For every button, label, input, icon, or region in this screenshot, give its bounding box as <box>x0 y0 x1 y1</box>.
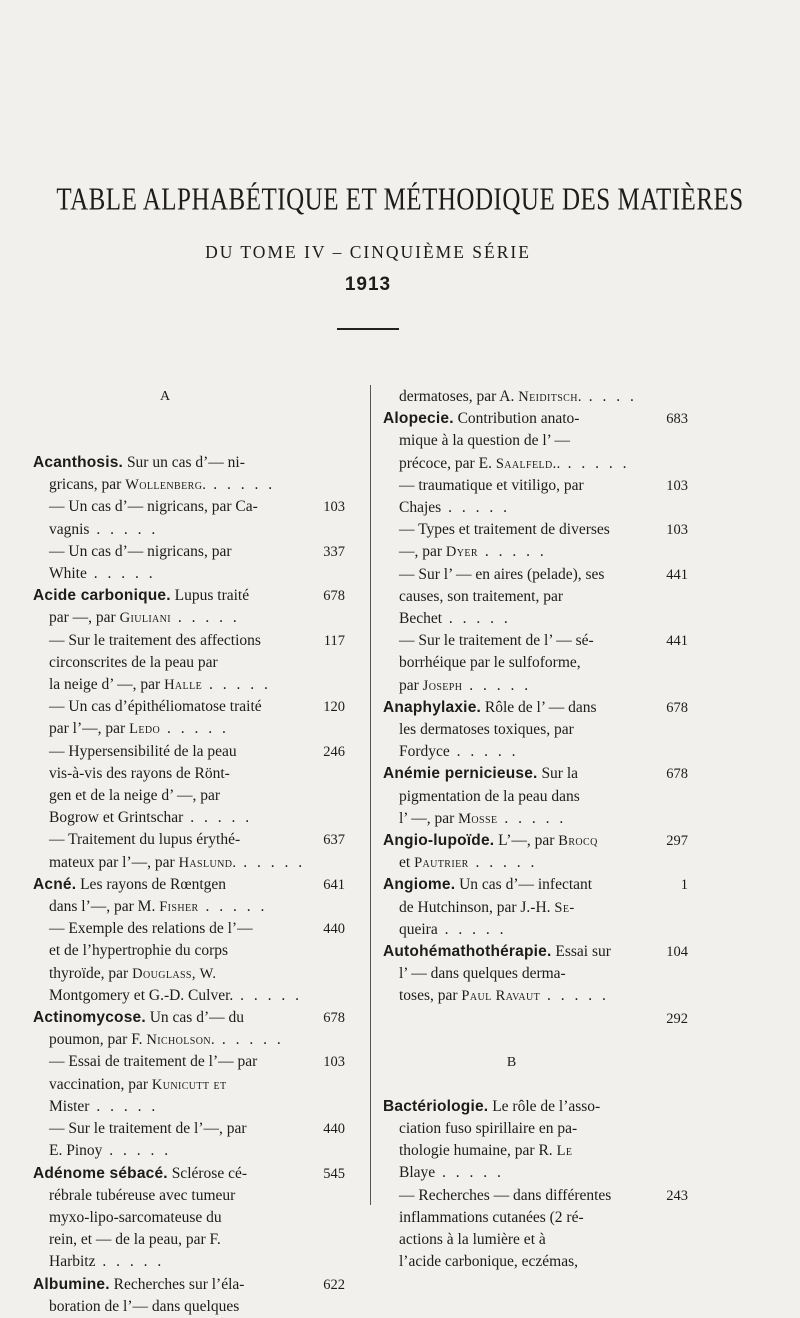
page-number: 678 <box>323 1010 345 1027</box>
index-line-text <box>33 674 297 696</box>
index-line-text <box>383 874 640 896</box>
entry-text: — Un cas d’épithéliomatose traité <box>49 698 262 716</box>
leader-dots: . . . . . <box>171 609 240 627</box>
leader-dots: . . . . . <box>183 809 253 827</box>
index-line-text <box>383 763 640 785</box>
index-line-text <box>33 1229 297 1251</box>
index-line-text <box>383 541 640 563</box>
leader-dots: . . . . . <box>478 543 547 561</box>
entry-text: Mister <box>49 1097 90 1115</box>
title-rule <box>337 328 399 330</box>
leader-dots: . . . . . <box>540 987 609 1005</box>
index-line-text <box>383 1207 640 1229</box>
index-line-text <box>383 852 640 874</box>
index-line-text <box>33 874 297 896</box>
entry-author: Haslund. <box>178 854 237 871</box>
column-divider <box>370 385 371 1205</box>
entry-text: — Sur le traitement des affections <box>49 631 261 649</box>
index-line-text <box>33 1163 297 1185</box>
leader-dots: . . . . . <box>435 1164 504 1182</box>
entry-text: Essai sur <box>551 943 611 961</box>
index-line-text <box>383 453 640 475</box>
index-line-text <box>383 519 640 541</box>
entry-text: thyroïde, par <box>49 964 133 982</box>
index-line <box>33 1051 345 1073</box>
entry-text: Recherches sur l’éla- <box>109 1275 245 1293</box>
page-number: 1 <box>680 877 688 894</box>
index-line-text <box>383 941 640 963</box>
index-line-text <box>33 607 297 629</box>
entry-author: Le <box>556 1143 573 1160</box>
entry-text: dermatoses, par A. <box>399 388 519 405</box>
index-line <box>383 786 688 808</box>
entry-heading: Bactériologie. <box>383 1097 489 1115</box>
entry-text: E. Pinoy <box>49 1142 103 1160</box>
index-line <box>33 1296 345 1318</box>
entry-text: thologie humaine, par R. <box>399 1142 557 1160</box>
index-line <box>383 1140 688 1162</box>
entry-heading: Acanthosis. <box>33 454 124 471</box>
entry-text: Bechet <box>399 610 443 628</box>
leader-dots: . . . . . <box>198 898 268 916</box>
index-line <box>383 564 688 586</box>
right-column <box>383 386 688 1273</box>
entry-text: par l’—, par <box>49 720 130 738</box>
page-number: 297 <box>666 833 688 850</box>
index-line-text <box>383 741 640 763</box>
leader-dots: . . . . . <box>95 1253 165 1271</box>
index-line-text <box>33 452 297 474</box>
entry-text: Sclérose cé- <box>167 1164 247 1182</box>
index-line-text <box>383 630 640 652</box>
leader-dots: . . . . . <box>89 520 159 538</box>
leader-dots: . . . . . <box>560 454 630 472</box>
entry-text: mateux par l’—, par <box>49 853 179 871</box>
page-number: 678 <box>666 699 688 716</box>
index-line-text <box>383 1140 640 1162</box>
index-line-text <box>383 1229 640 1251</box>
index-line <box>383 874 688 896</box>
entry-author: Neiditsch. <box>518 389 582 405</box>
page-number: 440 <box>323 1121 345 1138</box>
index-line <box>383 941 688 963</box>
entry-author: Se- <box>554 899 575 916</box>
index-line-text <box>383 963 640 985</box>
index-line-text <box>383 1118 640 1140</box>
entry-heading: Actinomycose. <box>33 1009 146 1027</box>
index-line-text <box>33 807 297 829</box>
entry-text: et de l’hypertrophie du corps <box>49 942 229 960</box>
index-line-text <box>383 1251 640 1273</box>
index-line <box>33 963 345 985</box>
entry-text: — Sur le traitement de l’ — sé- <box>399 632 594 650</box>
index-line-text <box>33 1274 297 1296</box>
index-line-text <box>33 741 297 763</box>
index-line <box>383 897 688 919</box>
index-line-text <box>33 563 297 585</box>
page-number: 545 <box>323 1165 345 1182</box>
entry-text: vaccination, par <box>49 1075 152 1093</box>
entry-text: par —, par <box>49 609 120 627</box>
index-line <box>33 696 345 718</box>
index-line-text <box>383 830 640 852</box>
entry-author: Wollenberg. <box>125 477 207 494</box>
spacer <box>383 1008 688 1052</box>
leader-dots: . . . . . <box>497 809 567 827</box>
entry-text: — Recherches — dans différentes <box>399 1186 612 1204</box>
section-letter-b: B <box>506 1054 517 1070</box>
spacer <box>383 1074 688 1096</box>
entry-text: queira <box>399 920 438 938</box>
entry-author: Joseph <box>422 677 463 694</box>
index-line <box>383 697 688 719</box>
page-number: 337 <box>323 543 345 560</box>
index-line-text <box>33 696 297 718</box>
entry-text: ciation fuso spirillaire en pa- <box>399 1119 578 1137</box>
section-letter-a: A <box>159 389 171 404</box>
index-line <box>383 719 688 741</box>
index-line <box>383 763 688 785</box>
entry-text: — Un cas d’— nigricans, par Ca- <box>49 498 258 516</box>
entry-author: Brocq <box>558 833 598 850</box>
entry-text: — Essai de traitement de l’— par <box>49 1053 258 1071</box>
leader-dots: . . . . . <box>449 743 519 761</box>
entry-text: — traumatique et vitiligo, par <box>399 476 584 494</box>
index-line-text <box>33 985 303 1007</box>
page-number: 103 <box>666 522 688 539</box>
leader-dots: . . . . <box>581 388 637 405</box>
entry-text: précoce, par E. <box>399 454 496 472</box>
page-number: 246 <box>323 743 345 760</box>
index-line <box>383 1185 688 1207</box>
entry-text: Sur un cas d’— ni- <box>123 454 245 471</box>
entry-heading: Anaphylaxie. <box>383 698 482 716</box>
page-number: 117 <box>323 632 345 649</box>
index-line-text <box>33 652 297 674</box>
index-line <box>33 829 345 851</box>
page-title: TABLE ALPHABÉTIQUE ET MÉTHODIQUE DES MATIÈRES <box>56 183 744 217</box>
index-line <box>383 1207 688 1229</box>
index-line <box>33 452 345 474</box>
index-line-text <box>383 608 640 630</box>
entry-text: — Traitement du lupus érythé- <box>49 831 241 849</box>
entry-heading: Alopecie. <box>383 410 454 428</box>
page-number: 103 <box>323 499 345 516</box>
index-line <box>383 1251 688 1273</box>
index-line <box>33 1185 345 1207</box>
entry-text: toses, par <box>399 987 462 1005</box>
index-line-text <box>33 1207 297 1229</box>
index-line-text <box>33 829 297 851</box>
page-number: 641 <box>323 876 345 893</box>
entry-text: rébrale tubéreuse avec tumeur <box>49 1186 236 1204</box>
index-line <box>33 1007 345 1029</box>
index-line-text <box>33 496 297 518</box>
entry-text: gen et de la neige d’ —, par <box>49 787 220 805</box>
index-line-text <box>33 1007 297 1029</box>
index-line <box>383 1118 688 1140</box>
page-year: 1913 <box>344 274 392 295</box>
entry-author: Mosse <box>458 810 498 827</box>
index-line <box>33 874 345 896</box>
index-line-text <box>33 1051 297 1073</box>
index-line-text <box>383 786 640 808</box>
entry-author: Paul Ravaut <box>461 988 541 1005</box>
entry-text: l’ — dans quelques derma- <box>399 965 566 983</box>
index-line <box>383 963 688 985</box>
entry-text: par <box>399 676 423 694</box>
entry-text: l’ —, par <box>399 809 459 827</box>
right-entries-b <box>383 1096 688 1274</box>
entry-text: myxo-lipo-sarcomateuse du <box>49 1208 222 1226</box>
entry-text: vagnis <box>49 520 90 538</box>
index-line-text <box>383 985 640 1007</box>
index-line-text <box>33 630 297 652</box>
entry-author: Halle <box>164 677 203 694</box>
entry-text: Les rayons de Rœntgen <box>76 875 227 893</box>
index-line <box>33 763 345 785</box>
left-column <box>33 386 345 1318</box>
entry-heading: Angiome. <box>383 876 456 894</box>
leader-dots: . . . . . <box>233 986 303 1004</box>
index-line-text <box>33 1029 297 1051</box>
index-line <box>33 585 345 607</box>
index-line <box>383 1229 688 1251</box>
entry-text: —, par <box>399 543 446 561</box>
entry-heading: Albumine. <box>33 1275 110 1293</box>
right-entries-a <box>383 386 688 1027</box>
index-line <box>383 985 688 1027</box>
entry-text: Lupus traité <box>170 587 250 605</box>
entry-text: pigmentation de la peau dans <box>399 787 580 805</box>
index-line-text <box>383 564 640 586</box>
entry-heading: Acné. <box>33 875 77 893</box>
index-line <box>33 630 345 652</box>
index-line-text <box>33 718 297 740</box>
index-line-text <box>33 585 297 607</box>
index-line-text <box>33 541 297 563</box>
entry-author: Dyer <box>445 544 478 561</box>
index-line <box>33 496 345 518</box>
index-line <box>33 918 345 940</box>
entry-author: Saalfeld.. <box>495 455 561 472</box>
entry-text: Un cas d’— infectant <box>455 876 593 894</box>
leader-dots: . . . . . <box>441 499 510 517</box>
index-line <box>33 1207 345 1229</box>
leader-dots: . . . . . <box>215 1031 284 1049</box>
index-line <box>383 830 688 852</box>
index-line <box>33 652 345 674</box>
entry-text: actions à la lumière et à <box>399 1230 546 1248</box>
entry-text: Harbitz <box>49 1253 96 1271</box>
entry-author: Nicholson. <box>146 1032 216 1049</box>
index-line-text <box>33 896 297 918</box>
index-line <box>33 541 345 563</box>
entry-text: borrhéique par le sulfoforme, <box>399 654 581 672</box>
index-line-text <box>383 1096 640 1118</box>
entry-heading: Autohémathothérapie. <box>383 943 552 961</box>
entry-text: l’acide carbonique, eczémas, <box>399 1253 579 1271</box>
index-line-text <box>33 940 297 962</box>
leader-dots: . . . . . <box>89 1097 159 1115</box>
index-line <box>383 430 688 452</box>
entry-text: White <box>49 565 87 583</box>
index-line-text <box>33 1140 297 1162</box>
leader-dots: . . . . . <box>462 676 532 694</box>
entry-heading: Angio-lupoïde. <box>383 832 495 850</box>
index-line-text <box>383 697 640 719</box>
index-line <box>383 586 688 608</box>
index-line-text <box>33 1185 297 1207</box>
page-number: 441 <box>666 633 688 650</box>
index-line-text <box>383 586 640 608</box>
entry-text: Fordyce <box>399 743 450 761</box>
entry-text: — Sur l’ — en aires (pelade), ses <box>399 565 605 583</box>
page-number: 678 <box>323 588 345 605</box>
entry-text: Contribution anato- <box>453 410 580 428</box>
leader-dots: . . . . . <box>236 853 306 871</box>
index-line-text <box>33 785 297 807</box>
entry-text: Le rôle de l’asso- <box>488 1097 601 1115</box>
page-subtitle: DU TOME IV – CINQUIÈME SÉRIE <box>205 242 531 262</box>
index-line <box>33 1118 345 1140</box>
entry-text: — Sur le traitement de l’—, par <box>49 1120 247 1138</box>
page-number: 292 <box>666 1010 688 1027</box>
index-line-text <box>33 1251 297 1273</box>
page-number: 120 <box>323 699 345 716</box>
entry-author: Ledo <box>129 721 161 738</box>
entry-text: poumon, par F. <box>49 1031 147 1049</box>
page-number: 622 <box>323 1276 345 1293</box>
entry-text: la neige d’ —, par <box>49 676 165 694</box>
index-line <box>383 1096 688 1118</box>
entry-text: Chajes <box>399 499 442 517</box>
index-line-text <box>383 475 640 497</box>
entry-text: mique à la question de l’ — <box>399 432 571 450</box>
index-line-text <box>33 1096 297 1118</box>
entry-author: Kunicutt et <box>151 1076 227 1093</box>
page-number: 637 <box>323 832 345 849</box>
index-line-text <box>383 719 640 741</box>
entry-text: boration de l’— dans quelques <box>49 1297 240 1315</box>
page-number: 441 <box>666 566 688 583</box>
leader-dots: . . . . . <box>437 920 507 938</box>
index-line-text <box>33 1074 297 1096</box>
entry-heading: Adénome sébacé. <box>33 1164 168 1182</box>
entry-text: rein, et — de la peau, par F. <box>49 1231 221 1249</box>
page-number: 678 <box>666 766 688 783</box>
index-line-text <box>383 1185 640 1207</box>
leader-dots: . . . . . <box>102 1142 172 1160</box>
index-line-text <box>33 852 306 874</box>
leader-dots: . . . . . <box>442 610 511 628</box>
entry-text: les dermatoses toxiques, par <box>399 721 574 739</box>
index-line-text <box>383 808 640 830</box>
entry-text: — Exemple des relations de l’— <box>49 920 253 938</box>
index-line-text <box>33 963 297 985</box>
index-line-text <box>383 408 640 430</box>
index-line <box>33 940 345 962</box>
index-line <box>383 630 688 652</box>
entry-text: Sur la <box>537 765 579 783</box>
entry-text: inflammations cutanées (2 ré- <box>399 1208 584 1226</box>
leader-dots: . . . . . <box>160 720 229 738</box>
index-line <box>33 785 345 807</box>
index-line-text <box>383 652 640 674</box>
entry-author: Douglass, W. <box>132 965 217 982</box>
leader-dots: . . . . . <box>86 565 156 583</box>
index-line <box>33 1074 345 1096</box>
entry-text: et <box>399 854 415 872</box>
index-line-text <box>383 1162 640 1184</box>
entry-author: Fisher <box>159 899 199 916</box>
index-line <box>33 741 345 763</box>
entry-text: — Types et traitement de diverses <box>399 521 610 539</box>
page-number: 440 <box>323 921 345 938</box>
index-line <box>383 475 688 497</box>
page-number: 103 <box>666 477 688 494</box>
index-line <box>383 519 688 541</box>
page-number: 683 <box>666 411 688 428</box>
entry-text: Montgomery et G.-D. Culver. <box>49 986 234 1004</box>
index-line <box>33 1163 345 1185</box>
index-line-text <box>33 763 297 785</box>
index-line <box>33 1274 345 1296</box>
index-line-text <box>33 918 297 940</box>
index-line <box>33 1229 345 1251</box>
entry-text: vis-à-vis des rayons de Rönt- <box>49 764 230 782</box>
index-line-text <box>33 1296 297 1318</box>
index-line-text <box>383 497 640 519</box>
index-line-text <box>383 675 640 697</box>
entry-text: dans l’—, par M. <box>49 898 160 916</box>
entry-text: gricans, par <box>49 476 126 494</box>
index-line-text <box>383 919 640 941</box>
entry-text: de Hutchinson, par J.-H. <box>399 898 555 916</box>
entry-text: Blaye <box>399 1164 436 1182</box>
index-line-text <box>33 474 297 496</box>
entry-author: Pautrier <box>414 855 469 872</box>
page-number: 104 <box>666 944 688 961</box>
index-line-text <box>383 430 640 452</box>
entry-text: Rôle de l’ — dans <box>481 698 597 716</box>
entry-text: — Un cas d’— nigricans, par <box>49 542 232 560</box>
index-line <box>383 408 688 430</box>
entry-text: Bogrow et Grintschar <box>49 809 184 827</box>
leader-dots: . . . . . <box>202 676 271 694</box>
entry-text: L’—, par <box>494 832 559 850</box>
entry-text: Un cas d’— du <box>145 1009 245 1027</box>
index-line-text <box>33 519 297 541</box>
entry-text: circonscrites de la peau par <box>49 653 218 671</box>
page-number: 103 <box>323 1054 345 1071</box>
leader-dots: . . . . . <box>468 854 538 872</box>
entry-text: — Hypersensibilité de la peau <box>49 742 237 760</box>
index-line-text <box>383 386 640 408</box>
index-line-text <box>383 897 640 919</box>
index-line-text <box>33 1118 297 1140</box>
entry-text: causes, son traitement, par <box>399 587 563 605</box>
index-line <box>383 652 688 674</box>
entry-heading: Anémie pernicieuse. <box>383 765 538 783</box>
left-entries <box>33 452 345 1318</box>
entry-author: Giuliani <box>119 610 172 627</box>
entry-heading: Acide carbonique. <box>33 587 171 605</box>
leader-dots: . . . . . <box>206 476 276 494</box>
spacer <box>33 408 345 452</box>
page-number: 243 <box>666 1187 688 1204</box>
